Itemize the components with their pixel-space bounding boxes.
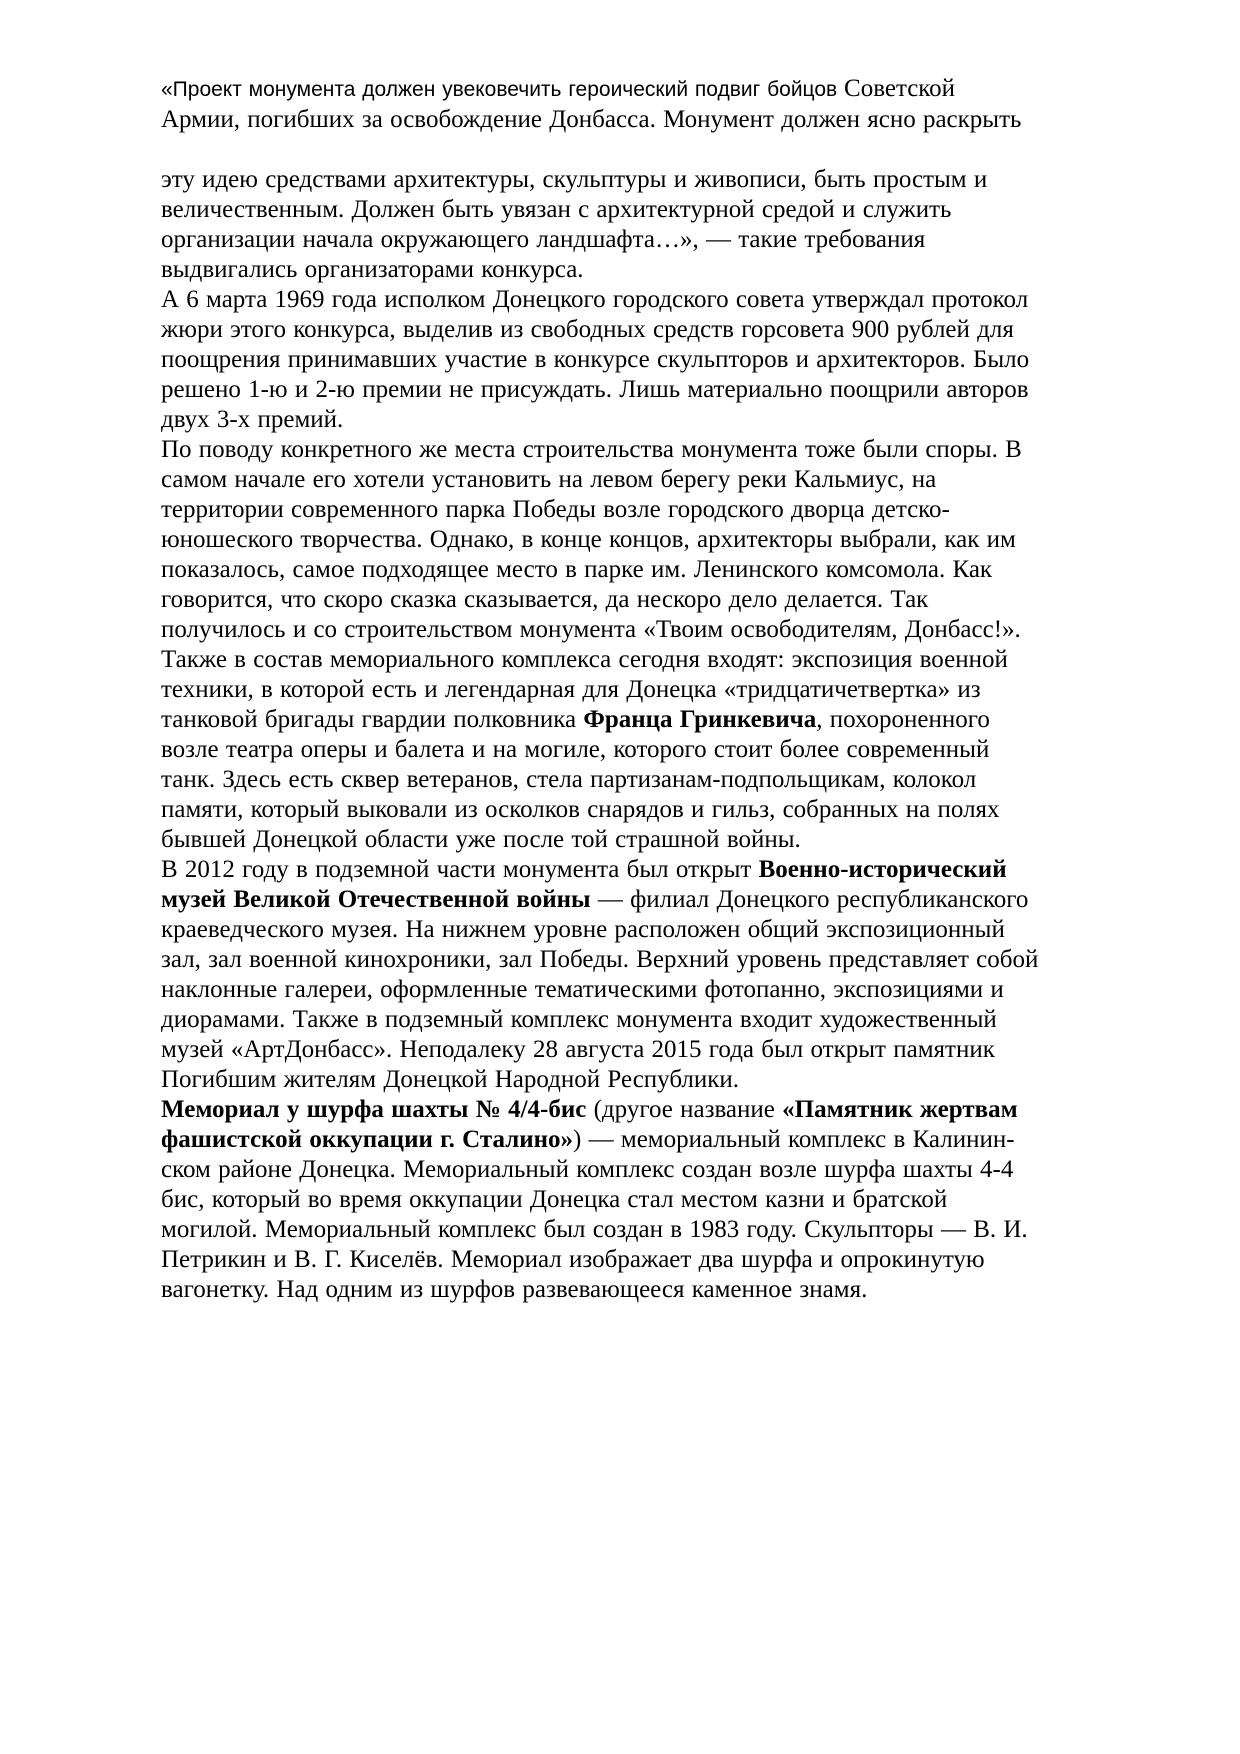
sans-text-run: «Проект монумента должен увековечить героический подвиг бойцов [161, 78, 845, 101]
bold-text-run: Франца Гринкевича [583, 706, 817, 733]
blank-paragraph [161, 135, 1040, 165]
paragraph [161, 74, 1040, 135]
bold-text-run: «Памятник жертвам фашистской оккупации г. Сталино» [161, 1096, 1018, 1153]
text-run: Также в состав мемориального комплекса сегодня входят: экспозиция военной техники, в которой есть и легендарная для Донецка «тридцатичетвертка» из танковой бригады гвардии полковника [161, 646, 1008, 733]
paragraph [161, 645, 1040, 855]
paragraph [161, 1095, 1040, 1305]
paragraph [161, 285, 1040, 435]
text-run: ) — мемориальный комплекс в Калинин-ском районе Донецка. Мемориальный комплекс создан возле шурфа шахты 4-4 бис, который во время оккупации Донецка стал местом казни и братской могилой. Мемориальный комплекс был создан в 1983 году. Скульпторы — В. И. Петрикин и В. Г. Киселёв. Мемориал изображает два шурфа и опрокинутую вагонетку. Над одним из шурфов развевающееся каменное знамя. [161, 1126, 1028, 1303]
text-run: эту идею средствами архитектуры, скульптуры и живописи, быть простым и величественным. Должен быть увязан с архитектурной средой и служить организации начала окружающего ландшафта…», — такие требования выдвигались организаторами конкурса. [161, 166, 988, 283]
paragraph [161, 855, 1040, 1095]
paragraph [161, 165, 1040, 285]
text-run: Советской Армии, погибших за освобождение Донбасса. Монумент должен ясно раскрыть [161, 75, 1022, 133]
text-run: — филиал Донецкого республиканского краеведческого музея. На нижнем уровне расположен общий экспозиционный зал, зал военной кинохроники, зал Победы. Верхний уровень представляет собой наклонные галереи, оформленные тематическими фотопанно, экспозициями и диорамами. Также в подземный комплекс монумента входит художественный музей «АртДонбасс». Неподалеку 28 августа 2015 года был открыт памятник Погибшим жителям Донецкой Народной Республики. [161, 886, 1039, 1093]
paragraph [161, 435, 1040, 645]
text-run: А 6 марта 1969 года исполком Донецкого городского совета утверждал протокол жюри этого конкурса, выделив из свободных средств горсовета 900 рублей для поощрения принимавших участие в конкурсе скульпторов и архитекторов. Было решено 1-ю и 2-ю премии не присуждать. Лишь материально поощрили авторов двух 3-х премий. [161, 286, 1030, 433]
text-run: (другое название [586, 1096, 783, 1123]
text-run: По поводу конкретного же места строительства монумента тоже были споры. В самом начале его хотели установить на левом берегу реки Кальмиус, на территории современного парка Победы возле городского дворца детско-юношеского творчества. Однако, в конце концов, архитекторы выбрали, как им показалось, самое подходящее место в парке им. Ленинского комсомола. Как говорится, что скоро сказка сказывается, да нескоро дело делается. Так получилось и со строительством монумента «Твоим освободителям, Донбасс!». [161, 436, 1022, 643]
bold-text-run: Военно-исторический музей Великой Отечественной войны [161, 856, 1007, 913]
text-run: В 2012 году в подземной части монумента был открыт [161, 856, 759, 883]
text-run: , похороненного возле театра оперы и балета и на могиле, которого стоит более современный танк. Здесь есть сквер ветеранов, стела партизанам-подпольщикам, колокол памяти, который выковали из осколков снарядов и гильз, собранных на полях бывшей Донецкой области уже после той страшной войны. [161, 706, 1000, 853]
bold-text-run: Мемориал у шурфа шахты № 4/4-бис [161, 1096, 587, 1123]
